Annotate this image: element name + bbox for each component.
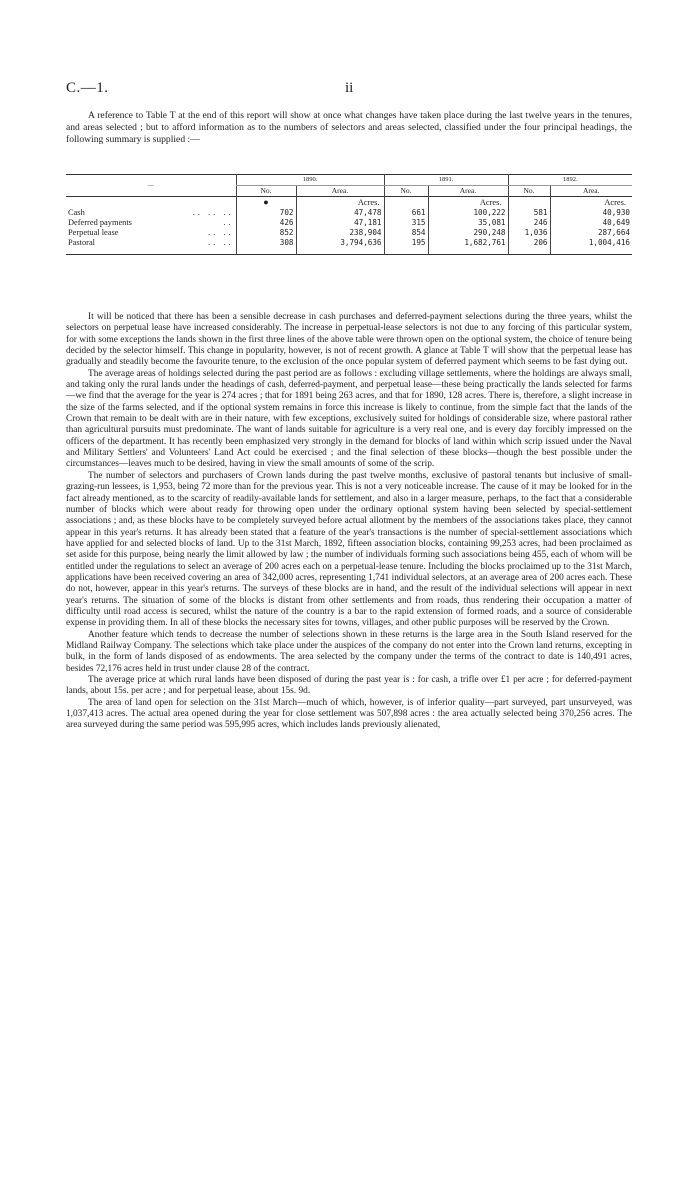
paragraph: The average areas of holdings selected during the past period are as follows : excluding village settlements, where the holdings are always small, and taking only the rural lands under the headings of cash, deferred-payment, and perpetual lease—these being practically the lands selected for farms—we find that the average for the year is 274 acres ; that for 1891 being 263 acres, and that for 1890, 128 acres. There is, therefore, a slight increase in the size of the farms selected, and if the optional system remains in force this increase is likely to continue, from the simple fact that the lands of the Crown that remain to be dealt with are in their nature, with few exceptions, exclusively suited for holdings of considerable size, where pastoral rather than agricultural pursuits must predominate. The want of lands suitable for agriculture is a very real one, and is every day forcibly impressed on the officers of the department. It has recently been emphasized very strongly in the demand for blocks of land within which scrip issued under the Naval and Military Settlers' and Volunteers' Land Act could be exercised ; and the final selection of these blocks—though the best possible under the circumstances—leaves much to be desired, having in view the small amounts of some of the scrip. (66, 368, 632, 470)
table-cell: 290,248 (428, 228, 508, 238)
table-corner: — (147, 181, 154, 189)
table-cell: 47,181 (296, 218, 384, 228)
paragraph: The number of selectors and purchasers of Crown lands during the past twelve months, exclusive of pastoral tenants but inclusive of small-grazing-run lessees, is 1,953, being 72 more than for the previous year. This is not a very noticeable increase. The cause of it may be looked for in the fact already mentioned, as to the scarcity of readily-available lands for settlement, and also in a larger measure, perhaps, to the fact that a considerable number of blocks which were about ready for throwing open under the ordinary optional system having been selected by special-settlement associations ; and, as these blocks have to be completely surveyed before actual allotment by the members of the associations takes place, they cannot appear in this year's returns. It has already been stated that a feature of the year's transactions is the number of special-settlement associations which have applied for and selected blocks of land. Up to the 31st March, 1892, fifteen association blocks, containing 99,253 acres, had been proclaimed as set aside for this purpose, being nearly the limit allowed by law ; the number of individuals forming such associations being 455, each of whom will be entitled under the regulations to select an average of 200 acres each on a perpetual-lease tenure. Including the blocks proclaimed up to the 31st March, applications have been received covering an area of 342,000 acres, representing 1,741 individual selectors, at an average area of 200 acres each. These do not, however, appear in this year's returns. The surveys of these blocks are in hand, and the result of the individual selections will appear in next year's returns. The situation of some of the blocks is distant from other settlements and from roads, thus rendering their occupation a matter of difficulty until road access is secured, whilst the nature of the country is a bar to the rapid extension of formed roads, and a source of considerable expense in providing them. In all of these blocks the necessary sites for towns, villages, and other public purposes will be reserved by the Crown. (66, 470, 632, 629)
table-cell: 315 (384, 218, 428, 228)
paragraph: Another feature which tends to decrease the number of selections shown in these returns is the large area in the South Island reserved for the Midland Railway Company. The selections which take place under the auspices of the company do not enter into the Crown land returns, excepting in bulk, in the form of lands disposed of as endowments. The area selected by the company under the terms of the contract to date is 140,491 acres, besides 72,176 acres held in trust under clause 28 of the contract. (66, 629, 632, 674)
table-cell: 426 (236, 218, 296, 228)
table-cell: 308 (236, 238, 296, 255)
table-row (66, 228, 632, 238)
table-cell: 1,682,761 (428, 238, 508, 255)
table-cell: 100,222 (428, 208, 508, 218)
intro-text: A reference to Table T at the end of this report will show at once what changes have taken place during the last twelve years in the tenures, and areas selected ; but to afford information as to the numbers of selectors and areas selected, classified under the four principal headings, the following summary is supplied :— (66, 110, 632, 146)
table-cell: 702 (236, 208, 296, 218)
table-cell: 287,664 (550, 228, 632, 238)
paragraph: The average price at which rural lands have been disposed of during the past year is : for cash, a trifle over £1 per acre ; for deferred-payment lands, about 15s. per acre ; and for perpetual lease, about 15s. 9d. (66, 675, 632, 697)
paragraph: The area of land open for selection on the 31st March—much of which, however, is of inferior quality—part surveyed, part unsurveyed, was 1,037,413 acres. The actual area opened during the year for close settlement was 507,898 acres : the area actually selected being 370,256 acres. The area surveyed during the same period was 595,995 acres, which includes lands previously alienated, (66, 697, 632, 731)
row-label: Cash .. .. .. (68, 208, 234, 217)
table-cell: 661 (384, 208, 428, 218)
page-number: ii (345, 80, 354, 96)
table-cell: 854 (384, 228, 428, 238)
table-cell: 3,794,636 (296, 238, 384, 255)
table-cell: 852 (236, 228, 296, 238)
table-cell: 246 (508, 218, 550, 228)
unit-label: Acres. (550, 197, 632, 209)
selectors-summary-table: — 1890. 1891. 1892. No. Area. No. Area. No. Area. ● Acres. Acres. Acres. Cash .. .. .. 702 47,478 661 100,222 581 40,930 Deferred payments .. 426 47,181 315 35,081 246 40,649 Perpetual lease .. .. 852 238,904 854 290,248 1,036 287,664 Pastoral .. .. 308 3,794,636 195 1,682,761 206 1,004,416 (66, 174, 632, 255)
table-cell: 1,004,416 (550, 238, 632, 255)
table-cell: 40,649 (550, 218, 632, 228)
unit-label: Acres. (428, 197, 508, 209)
table-cell: 35,081 (428, 218, 508, 228)
series-reference: C.—1. (66, 80, 109, 96)
year-header: 1891. (384, 175, 508, 186)
row-label: Deferred payments .. (68, 218, 234, 227)
unit-label: Acres. (296, 197, 384, 209)
column-header-area: Area. (428, 186, 508, 197)
table-row (66, 238, 632, 255)
row-label: Pastoral .. .. (68, 238, 234, 247)
intro-paragraph (66, 110, 632, 147)
table-cell: 47,478 (296, 208, 384, 218)
table-cell: 581 (508, 208, 550, 218)
report-body (66, 312, 632, 732)
paragraph: It will be noticed that there has been a sensible decrease in cash purchases and deferred-payment selections during the three years, whilst the selectors on perpetual lease have increased considerably. The increase in perpetual-lease selectors is not due to any forcing of this particular system, for with some exceptions the lands shown in the first three lines of the above table were thrown open on the optional system, the choice of tenure being decided by the selector himself. This change in popularity, however, is not of recent growth. A glance at Table T will show that the perpetual lease has gradually and steadily become the favourite tenure, to the exclusion of the once popular system of deferred payment which seems to be fast dying out. (66, 312, 632, 368)
table-row (66, 218, 632, 228)
table-cell: 238,904 (296, 228, 384, 238)
table-cell: 206 (508, 238, 550, 255)
year-header: 1890. (236, 175, 384, 186)
table-cell: 40,930 (550, 208, 632, 218)
table-cell: 1,036 (508, 228, 550, 238)
table-row (66, 208, 632, 218)
table-cell: 195 (384, 238, 428, 255)
column-header-area: Area. (550, 186, 632, 197)
column-header-no: No. (384, 186, 428, 197)
column-header-area: Area. (296, 186, 384, 197)
column-header-no: No. (236, 186, 296, 197)
row-label: Perpetual lease .. .. (68, 228, 234, 237)
column-header-no: No. (508, 186, 550, 197)
year-header: 1892. (508, 175, 632, 186)
